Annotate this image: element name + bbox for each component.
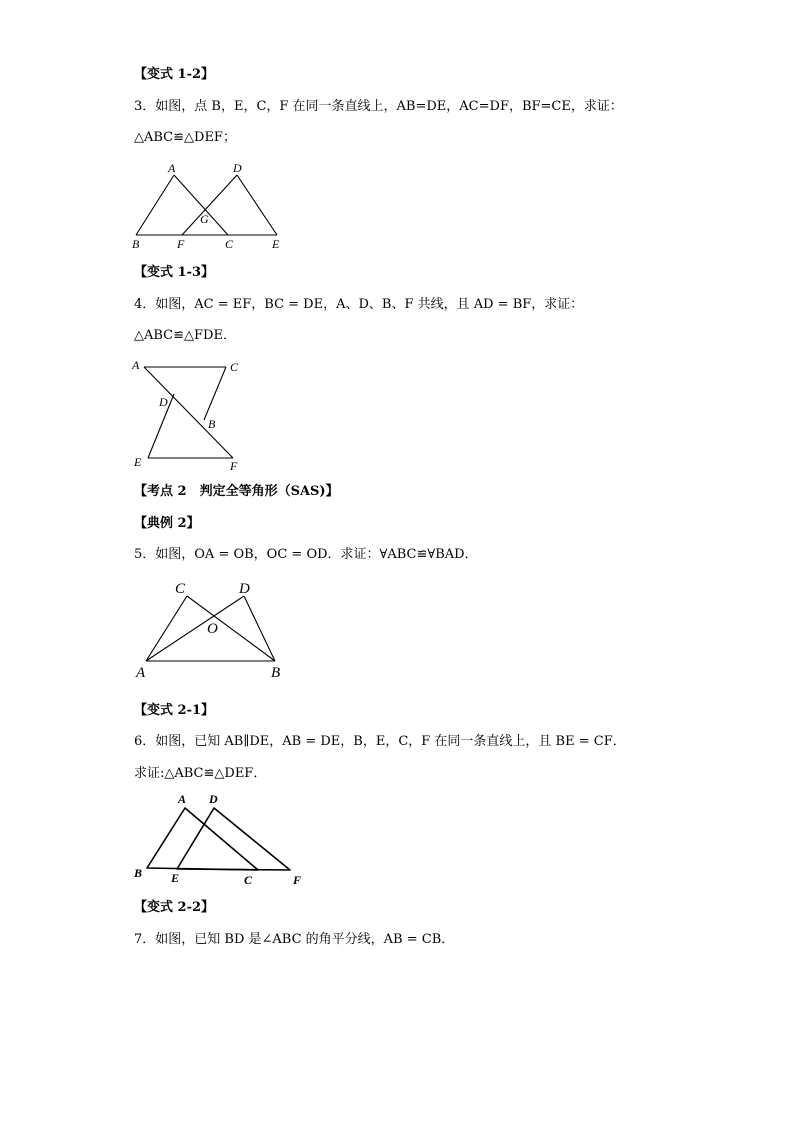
problem-4-statement: 4．如图，AC = EF，BC = DE，A、D、B、F 共线，且 AD = BF，求证：	[134, 297, 584, 312]
figure-1-triangles	[126, 158, 296, 254]
triangle-ABC	[147, 808, 258, 870]
label-B: B	[271, 665, 281, 681]
figure-3-crossed-triangles	[132, 578, 292, 682]
label-E: E	[171, 871, 180, 885]
figure-4-parallel-triangles	[130, 790, 310, 890]
label-E: E	[272, 237, 280, 251]
label-G: G	[200, 212, 209, 226]
problem-6-statement: 6．如图，已知 AB∥DE，AB = DE，B，E，C，F 在同一条直线上，且 BE = CF．	[134, 734, 626, 749]
problem-7-statement: 7．如图，已知 BD 是∠ABC 的角平分线，AB = CB．	[134, 932, 455, 947]
section-heading: 【典例 2】	[134, 516, 200, 531]
label-B: B	[134, 866, 143, 880]
label-C: C	[230, 360, 239, 374]
label-C: C	[175, 581, 186, 597]
problem-5-statement: 5．如图，OA = OB，OC = OD．求证：∀ABC≌∀BAD．	[134, 547, 478, 562]
problem-6-conclusion: 求证:△ABC≌△DEF．	[134, 766, 267, 781]
label-D: D	[209, 792, 218, 806]
label-C: C	[225, 237, 234, 251]
label-E: E	[134, 455, 142, 469]
label-A: A	[132, 358, 140, 372]
segment-CB	[187, 596, 275, 661]
section-heading: 【考点 2 判定全等角形（SAS)】	[134, 484, 339, 499]
label-D: D	[239, 581, 250, 597]
section-heading: 【变式 1-2】	[134, 67, 215, 82]
label-A: A	[136, 665, 146, 681]
label-D: D	[159, 395, 168, 409]
figure-2-crossed-triangles	[130, 355, 250, 473]
label-O: O	[207, 621, 218, 637]
label-F: F	[293, 873, 302, 887]
segment-AB	[136, 175, 174, 235]
segment-AD	[146, 596, 244, 661]
segment-AC	[146, 596, 187, 661]
label-B: B	[132, 237, 140, 251]
segment-DF	[182, 175, 237, 235]
label-F: F	[177, 237, 185, 251]
problem-3-conclusion: △ABC≌△DEF；	[134, 130, 236, 145]
label-F: F	[230, 459, 238, 473]
label-A: A	[168, 161, 176, 175]
segment-DB	[244, 596, 275, 661]
section-heading: 【变式 2-1】	[134, 703, 215, 718]
triangle-DEF	[177, 808, 290, 870]
problem-4-conclusion: △ABC≌△FDE．	[134, 328, 236, 343]
label-D: D	[233, 161, 242, 175]
segment-CB	[204, 367, 226, 420]
segment-AF	[144, 367, 233, 458]
segment-AC	[174, 175, 228, 235]
label-A: A	[178, 792, 187, 806]
section-heading: 【变式 2-2】	[134, 900, 215, 915]
label-B: B	[208, 417, 216, 431]
section-heading: 【变式 1-3】	[134, 265, 215, 280]
segment-DE	[237, 175, 277, 235]
problem-3-statement: 3．如图，点 B，E，C，F 在同一条直线上，AB=DE，AC=DF，BF=CE，求证：	[134, 99, 623, 114]
label-C: C	[244, 873, 253, 887]
